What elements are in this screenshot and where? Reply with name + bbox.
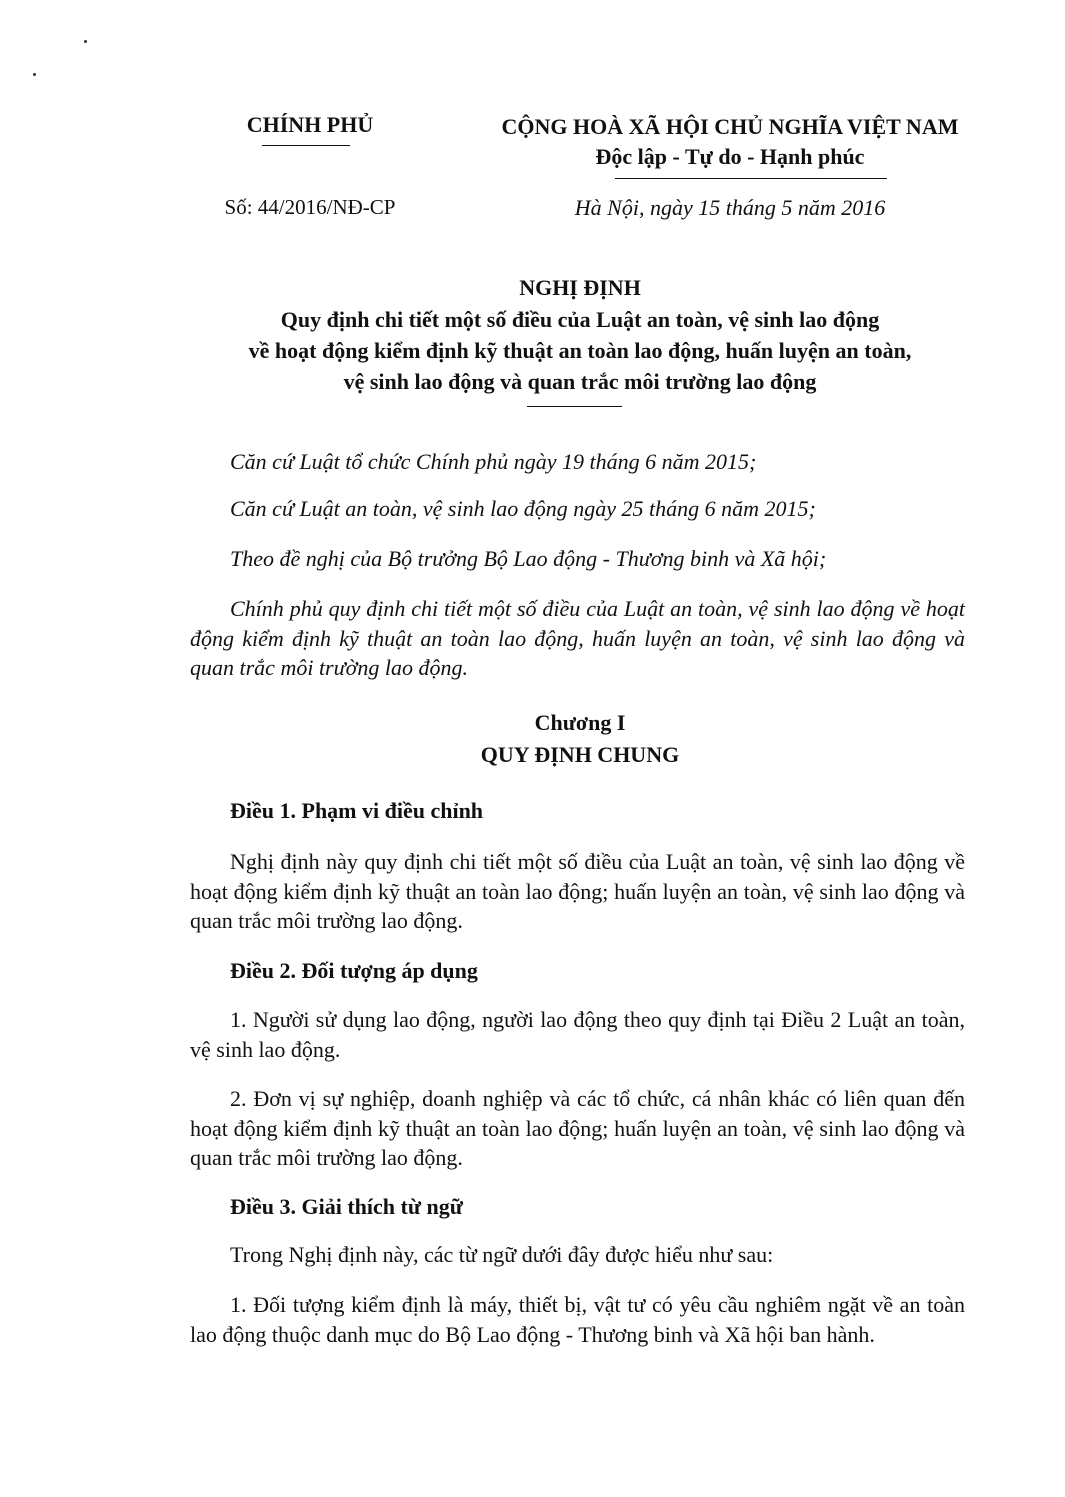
article-paragraph [190,1290,965,1349]
document-type: NGHỊ ĐỊNH [519,275,641,300]
decree-statement [190,594,965,683]
article-paragraph [190,1084,965,1173]
legal-basis: Căn cứ Luật an toàn, vệ sinh lao động ngày 25 tháng 6 năm 2015; [230,496,816,521]
article-heading: Điều 2. Đối tượng áp dụng [230,958,478,983]
article-paragraph-text: 2. Đơn vị sự nghiệp, doanh nghiệp và các tổ chức, cá nhân khác có liên quan đến hoạt động kiểm định kỹ thuật an toàn lao động; huấn luyện an toàn, vệ sinh lao động và quan trắc môi trường lao động. [190,1086,965,1170]
article-heading: Điều 3. Giải thích từ ngữ [230,1194,463,1219]
article-paragraph [190,847,965,936]
scan-speck [84,40,87,43]
legal-basis: Theo đề nghị của Bộ trưởng Bộ Lao động - Thương binh và Xã hội; [230,546,827,571]
article-paragraph-text: Nghị định này quy định chi tiết một số điều của Luật an toàn, vệ sinh lao động về hoạt động kiểm định kỹ thuật an toàn lao động; huấn luyện an toàn, vệ sinh lao động và quan trắc môi trường lao động. [190,849,965,933]
scan-speck [33,73,36,76]
chapter-number: Chương I [534,710,626,735]
national-motto: Độc lập - Tự do - Hạnh phúc [595,144,865,169]
subtitle-line: về hoạt động kiểm định kỹ thuật an toàn lao động, huấn luyện an toàn, [248,338,912,363]
article-heading: Điều 1. Phạm vi điều chỉnh [230,798,484,823]
title-underline [527,406,622,407]
place-date: Hà Nội, ngày 15 tháng 5 năm 2016 [574,195,886,220]
chapter-name: QUY ĐỊNH CHUNG [480,742,680,767]
legal-basis: Căn cứ Luật tổ chức Chính phủ ngày 19 tháng 6 năm 2015; [230,449,757,474]
article-paragraph [190,1005,965,1064]
article-paragraph [190,1240,965,1270]
subtitle-line: vệ sinh lao động và quan trắc môi trường lao động [343,369,817,394]
national-heading [470,112,990,172]
subtitle-line: Quy định chi tiết một số điều của Luật an toàn, vệ sinh lao động [280,307,880,332]
decree-statement-text: Chính phủ quy định chi tiết một số điều của Luật an toàn, vệ sinh lao động về hoạt động kiểm định kỹ thuật an toàn lao động, huấn luyện an toàn, vệ sinh lao động và quan trắc môi trường lao động. [190,596,965,680]
motto-underline [615,178,887,179]
article-paragraph-text: Trong Nghị định này, các từ ngữ dưới đây được hiểu như sau: [230,1242,774,1267]
issuer-underline [262,145,350,146]
issuer-name: CHÍNH PHỦ [246,112,374,137]
document-number: Số: 44/2016/NĐ-CP [224,195,396,219]
document-title [150,272,1010,397]
article-paragraph-text: 1. Người sử dụng lao động, người lao động theo quy định tại Điều 2 Luật an toàn, vệ sinh lao động. [190,1007,965,1062]
country-name: CỘNG HOÀ XÃ HỘI CHỦ NGHĨA VIỆT NAM [501,114,959,139]
article-paragraph-text: 1. Đối tượng kiểm định là máy, thiết bị, vật tư có yêu cầu nghiêm ngặt về an toàn lao động thuộc danh mục do Bộ Lao động - Thương binh và Xã hội ban hành. [190,1292,965,1347]
